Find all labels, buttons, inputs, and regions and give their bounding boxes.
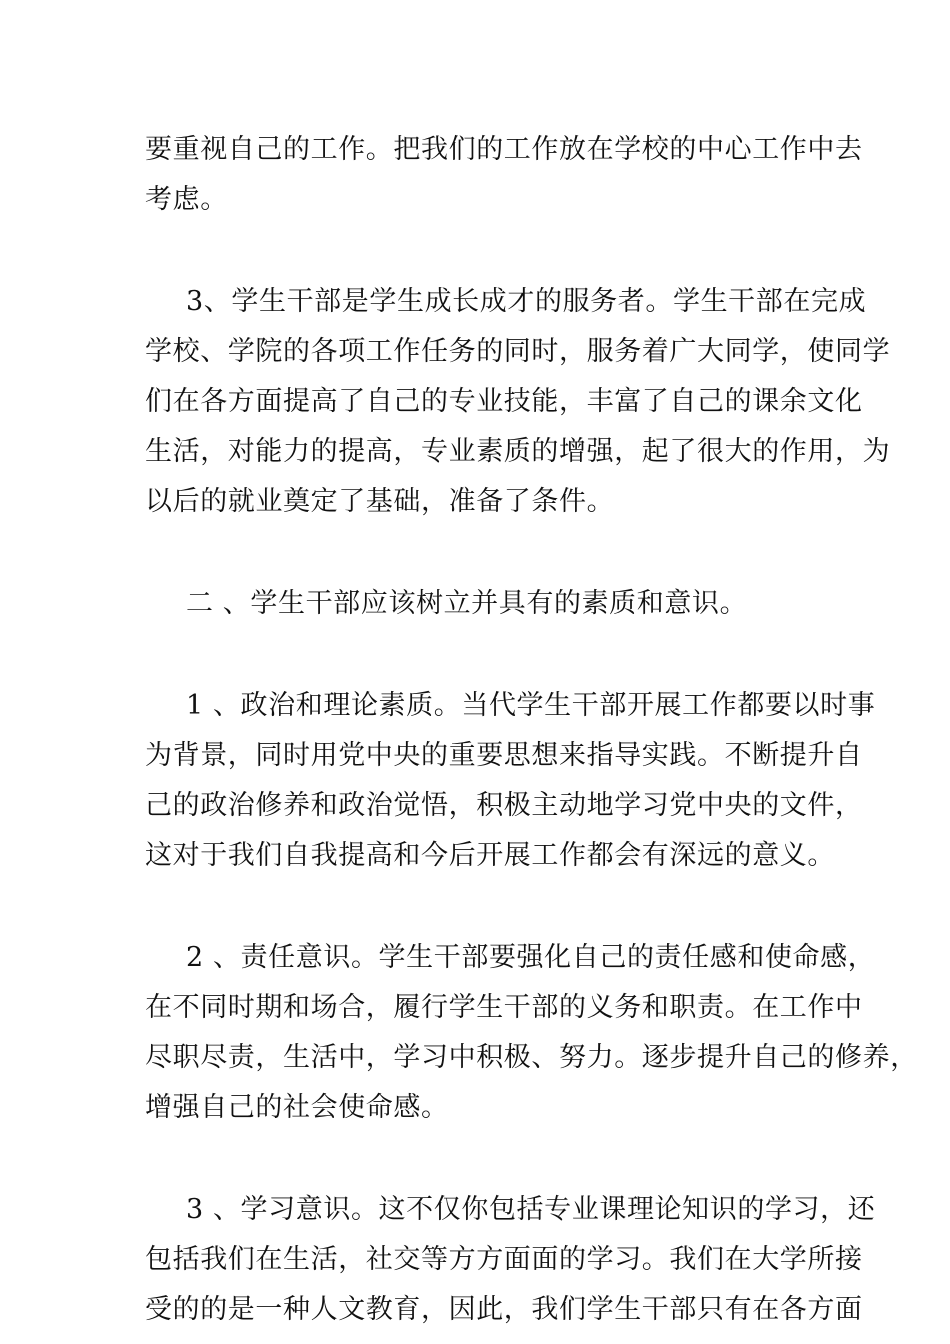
text-line: 3 、学习意识。这不仅你包括专业课理论知识的学习，还 bbox=[186, 1194, 876, 1225]
text-line: 为背景，同时用党中央的重要思想来指导实践。不断提升自 bbox=[145, 740, 863, 771]
text-line: 以后的就业奠定了基础，准备了条件。 bbox=[145, 486, 615, 517]
text-line: 己的政治修养和政治觉悟，积极主动地学习党中央的文件， bbox=[145, 790, 863, 821]
text-line: 要重视自己的工作。把我们的工作放在学校的中心工作中去 bbox=[145, 134, 863, 165]
text-line: 这对于我们自我提高和今后开展工作都会有深远的意义。 bbox=[145, 840, 835, 871]
text-line: 生活，对能力的提高，专业素质的增强，起了很大的作用，为 bbox=[145, 436, 891, 467]
text-line: 1 、政治和理论素质。当代学生干部开展工作都要以时事 bbox=[186, 690, 876, 721]
section-heading: 二 、学生干部应该树立并具有的素质和意识。 bbox=[186, 588, 748, 619]
text-line: 3、学生干部是学生成长成才的服务者。学生干部在完成 bbox=[186, 286, 867, 317]
text-line: 学校、学院的各项工作任务的同时，服务着广大同学，使同学 bbox=[145, 336, 891, 367]
text-line: 考虑。 bbox=[145, 184, 228, 215]
text-line: 包括我们在生活，社交等方方面面的学习。我们在大学所接 bbox=[145, 1244, 863, 1275]
text-line: 受的的是一种人文教育，因此，我们学生干部只有在各方面 bbox=[145, 1294, 863, 1325]
text-line: 2 、责任意识。学生干部要强化自己的责任感和使命感， bbox=[186, 942, 876, 973]
text-line: 增强自己的社会使命感。 bbox=[145, 1092, 449, 1123]
text-line: 们在各方面提高了自己的专业技能，丰富了自己的课余文化 bbox=[145, 386, 863, 417]
text-line: 尽职尽责，生活中，学习中积极、努力。逐步提升自己的修养， bbox=[145, 1042, 918, 1073]
text-line: 在不同时期和场合，履行学生干部的义务和职责。在工作中 bbox=[145, 992, 863, 1023]
